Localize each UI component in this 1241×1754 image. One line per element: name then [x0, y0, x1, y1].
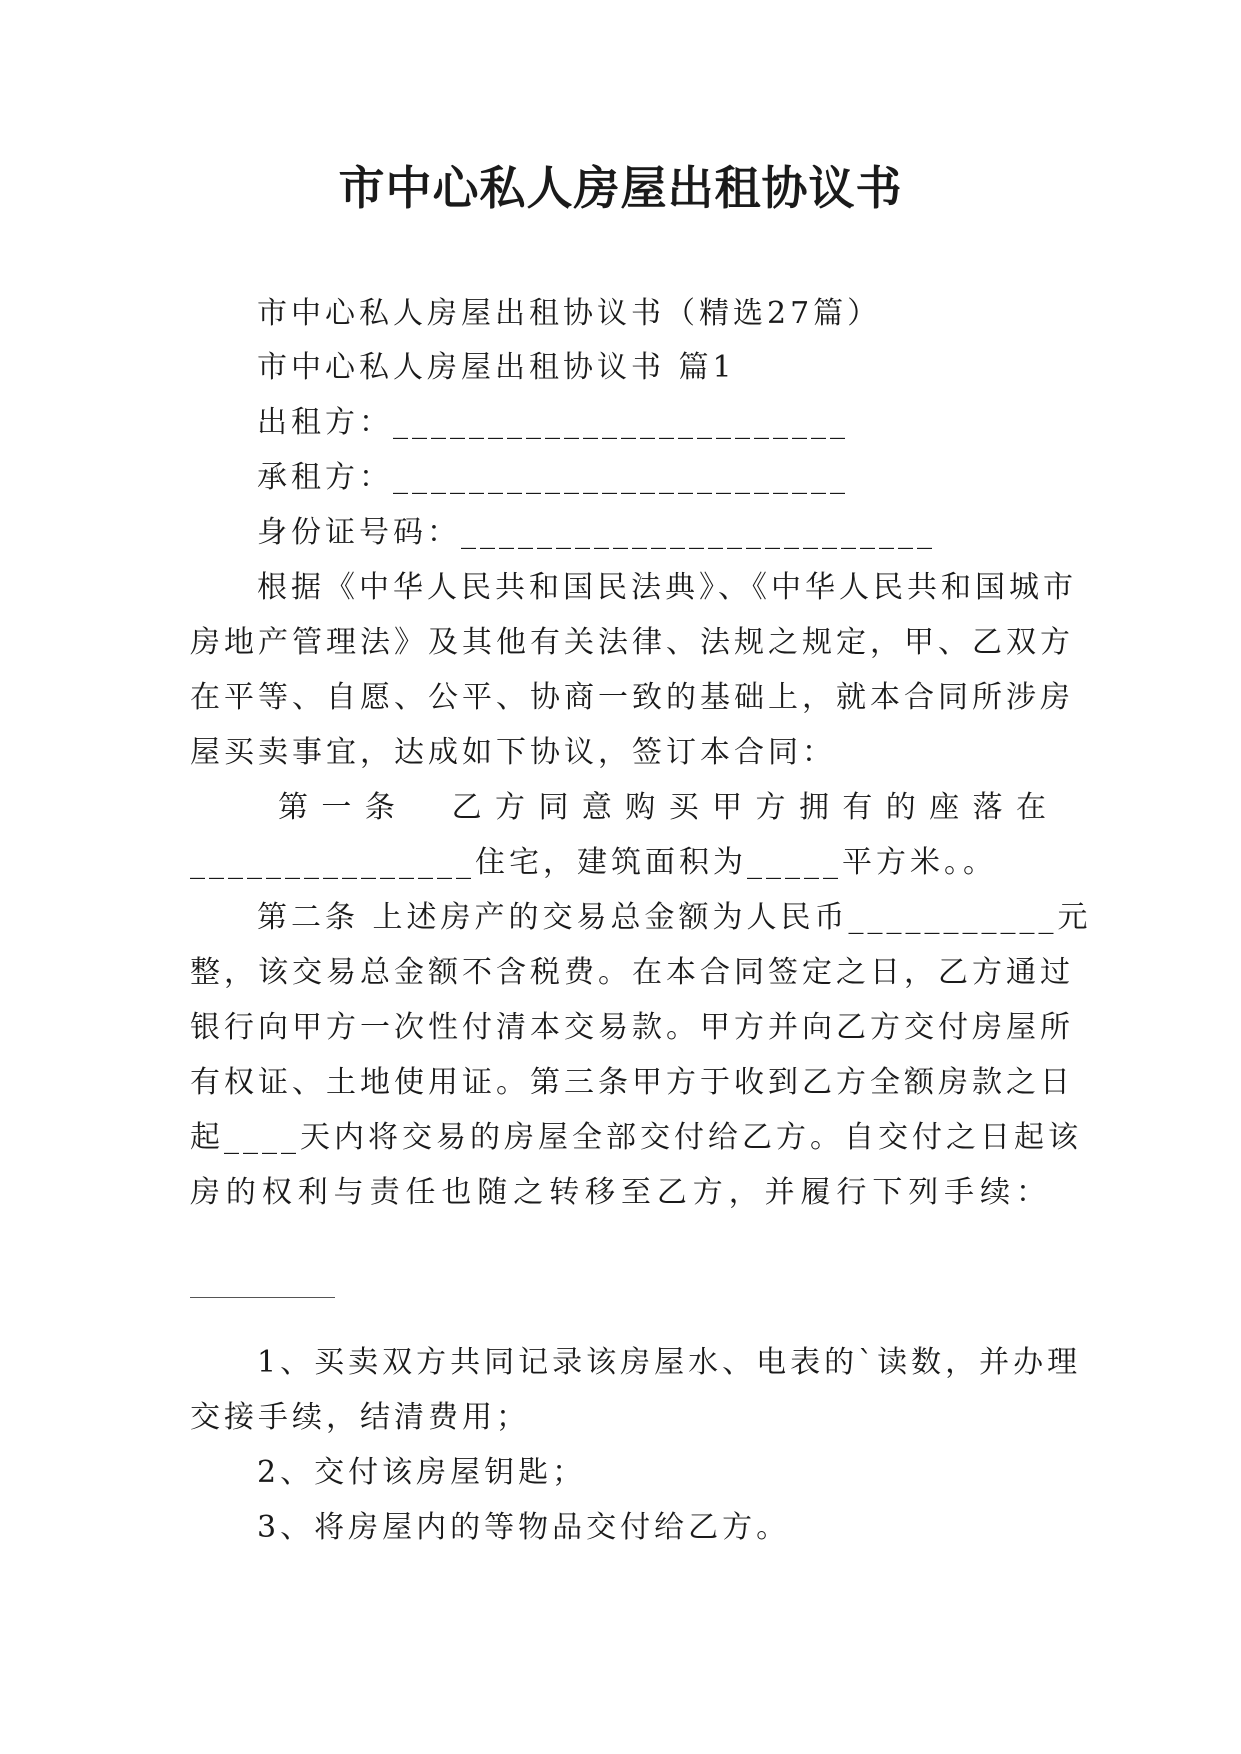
id-number-field-line: 身份证号码：_________________________	[257, 515, 936, 550]
paragraph-line: 有权证、土地使用证。第三条甲方于收到乙方全额房款之日	[190, 1065, 1074, 1100]
paragraph-line: 起____天内将交易的房屋全部交付给乙方。自交付之日起该	[190, 1120, 1082, 1155]
list-item: 2、交付该房屋钥匙；	[257, 1455, 587, 1490]
subtitle-line: 市中心私人房屋出租协议书（精选27篇）	[257, 296, 882, 331]
list-item: 1、买卖双方共同记录该房屋水、电表的`读数，并办理	[257, 1345, 1082, 1380]
paragraph-line: 在平等、自愿、公平、协商一致的基础上，就本合同所涉房	[190, 680, 1074, 715]
separator-rule	[190, 1297, 335, 1298]
section-heading: 市中心私人房屋出租协议书 篇1	[257, 350, 736, 385]
paragraph-line: 整，该交易总金额不含税费。在本合同签定之日，乙方通过	[190, 955, 1074, 990]
lessee-field-line: 承租方：________________________	[257, 460, 849, 495]
article-one-line: _______________住宅，建筑面积为_____平方米。。	[190, 845, 997, 880]
document-title: 市中心私人房屋出租协议书	[338, 161, 903, 215]
paragraph-line: 根据《中华人民共和国民法典》、《中华人民共和国城市	[257, 570, 1077, 605]
paragraph-line: 房地产管理法》及其他有关法律、法规之规定，甲、乙双方	[190, 625, 1074, 660]
paragraph-line: 房的权利与责任也随之转移至乙方，并履行下列手续：	[190, 1175, 1050, 1210]
article-one-line: 第一条 乙方同意购买甲方拥有的座落在	[278, 790, 1050, 825]
paragraph-line: 银行向甲方一次性付清本交易款。甲方并向乙方交付房屋所	[190, 1010, 1074, 1045]
paragraph-line: 屋买卖事宜，达成如下协议，签订本合同：	[190, 735, 836, 770]
list-item-continuation: 交接手续，结清费用；	[190, 1400, 530, 1435]
article-two-line: 第二条 上述房产的交易总金额为人民币___________元	[257, 900, 1092, 935]
lessor-field-line: 出租方：________________________	[257, 405, 849, 440]
list-item: 3、将房屋内的等物品交付给乙方。	[257, 1510, 791, 1545]
